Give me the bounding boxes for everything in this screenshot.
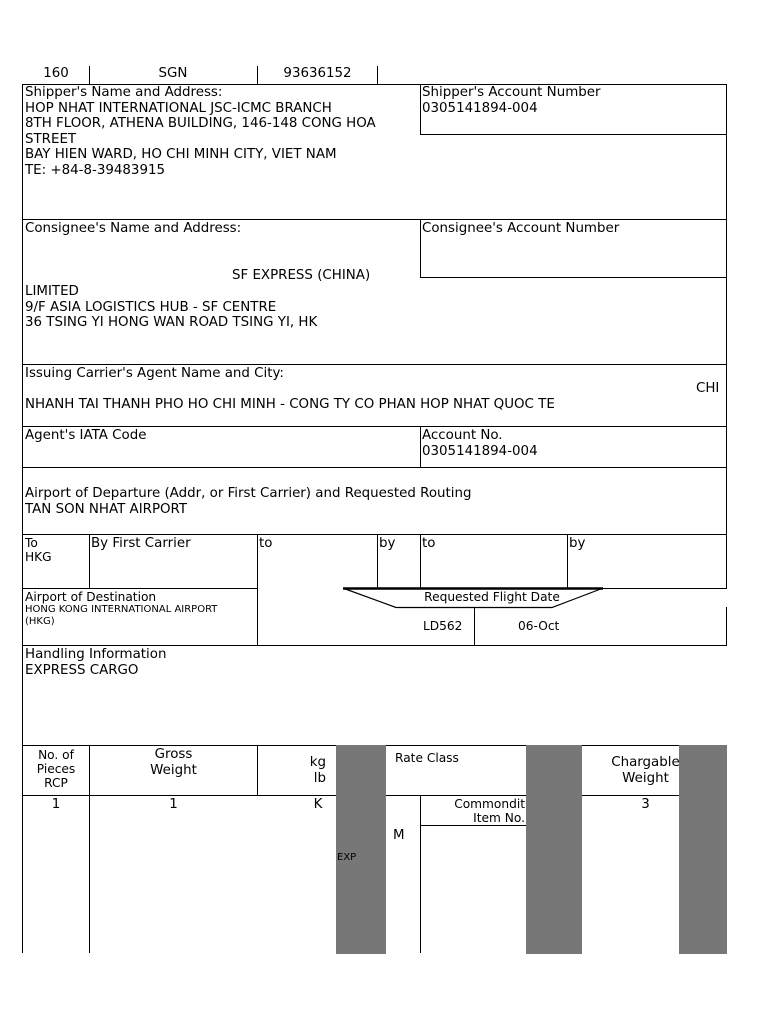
- rule: [22, 534, 727, 535]
- rule: [377, 534, 378, 588]
- rule: [22, 588, 258, 589]
- right-border: [726, 607, 727, 645]
- consignee-name-part2: LIMITED: [25, 284, 79, 299]
- routing-to-value: HKG: [25, 550, 52, 564]
- serial-number: 93636152: [283, 66, 352, 81]
- shipper-name: HOP NHAT INTERNATIONAL JSC-ICMC BRANCH: [25, 100, 332, 116]
- agent-account-label: Account No.: [422, 428, 503, 443]
- origin-code: SGN: [158, 66, 188, 81]
- shipper-address-line1: 8TH FLOOR, ATHENA BUILDING, 146-148 CONG HOA: [25, 116, 376, 132]
- rule: [89, 534, 90, 588]
- exp-code: EXP: [337, 852, 357, 863]
- chargeable-header: Chargable Weight: [611, 755, 680, 786]
- routing-by2-label: by: [379, 536, 396, 551]
- handling-block: [25, 647, 715, 678]
- shipper-address-line2: STREET: [25, 131, 77, 147]
- departure-label: Airport of Departure (Addr, or First Carrier) and Requested Routing: [25, 486, 472, 501]
- rule: [600, 588, 727, 589]
- rule: [22, 645, 727, 646]
- routing-to3-label: to: [422, 536, 436, 551]
- rule: [567, 534, 568, 588]
- rule: [22, 219, 727, 220]
- shipper-block: [25, 85, 420, 179]
- left-border: [22, 84, 23, 953]
- rule: [420, 134, 727, 135]
- shipper-account-number: 0305141894-004: [422, 100, 538, 116]
- agent-name: NHANH TAI THANH PHO HO CHI MINH - CONG TY CO PHAN HOP NHAT QUOC TE: [25, 397, 555, 412]
- airline-prefix: 160: [43, 66, 69, 81]
- header-divider: [257, 66, 258, 84]
- routing-by3-label: by: [569, 536, 586, 551]
- shaded-column: [526, 745, 582, 954]
- rate-class-header: Rate Class: [395, 751, 459, 765]
- destination-airport-line1: HONG KONG INTERNATIONAL AIRPORT: [25, 604, 218, 615]
- rule: [22, 467, 727, 468]
- pieces-value: 1: [51, 797, 61, 812]
- destination-label: Airport of Destination: [25, 590, 157, 604]
- commodity-header: Commondit Item No.: [454, 797, 525, 825]
- rule: [420, 219, 421, 277]
- handling-value: EXPRESS CARGO: [25, 662, 139, 678]
- rule: [22, 364, 727, 365]
- departure-block: [25, 486, 715, 517]
- consignee-account-label: Consignee's Account Number: [422, 221, 620, 236]
- rule: [257, 588, 258, 645]
- rule: [420, 825, 526, 826]
- consignee-address-block: [25, 284, 420, 331]
- gross-weight-header: Gross Weight: [150, 747, 197, 778]
- routing-to2-label: to: [259, 536, 273, 551]
- consignee-address-line1: 9/F ASIA LOGISTICS HUB - SF CENTRE: [25, 299, 277, 315]
- shipper-label: Shipper's Name and Address:: [25, 85, 223, 100]
- routing-first-carrier-label: By First Carrier: [91, 536, 191, 551]
- rule: [420, 534, 421, 588]
- consignee-name-part1: SF EXPRESS (CHINA): [232, 268, 371, 283]
- agent-city-fragment: CHI: [696, 381, 720, 396]
- agent-iata-label: Agent's IATA Code: [25, 428, 147, 443]
- rule: [420, 84, 421, 134]
- flight-date-label: Requested Flight Date: [424, 590, 560, 604]
- right-border: [726, 84, 727, 588]
- rule: [420, 277, 727, 278]
- header-divider: [89, 66, 90, 84]
- pieces-header: No. of Pieces RCP: [36, 748, 76, 790]
- rule: [420, 426, 421, 467]
- destination-airport-line2: (HKG): [25, 615, 55, 627]
- shipper-account-label: Shipper's Account Number: [422, 85, 601, 100]
- shipper-phone: TE: +84-8-39483915: [25, 162, 166, 178]
- rule: [257, 534, 258, 588]
- chargeable-weight-value: 3: [641, 797, 650, 812]
- rule: [474, 608, 475, 645]
- consignee-label: Consignee's Name and Address:: [25, 221, 242, 236]
- agent-label: Issuing Carrier's Agent Name and City:: [25, 366, 284, 381]
- shipper-address-line3: BAY HIEN WARD, HO CHI MINH CITY, VIET NAM: [25, 147, 337, 163]
- departure-airport: TAN SON NHAT AIRPORT: [25, 501, 188, 517]
- routing-to-label: To: [25, 536, 38, 550]
- destination-airport-block: [25, 604, 257, 627]
- flight-date: 06-Oct: [518, 619, 560, 633]
- agent-account-number: 0305141894-004: [422, 443, 538, 459]
- rate-class-value: M: [393, 828, 405, 843]
- handling-label: Handling Information: [25, 647, 167, 662]
- agent-account-block: [422, 428, 722, 459]
- shaded-column: [336, 745, 386, 954]
- rule: [22, 426, 727, 427]
- shipper-account-block: [422, 85, 722, 116]
- header-divider: [377, 66, 378, 84]
- consignee-address-line2: 36 TSING YI HONG WAN ROAD TSING YI, HK: [25, 315, 318, 331]
- unit-value: K: [313, 797, 323, 812]
- flight-number: LD562: [423, 619, 463, 633]
- unit-header: kg lb: [309, 755, 326, 786]
- gross-weight-value: 1: [169, 797, 178, 812]
